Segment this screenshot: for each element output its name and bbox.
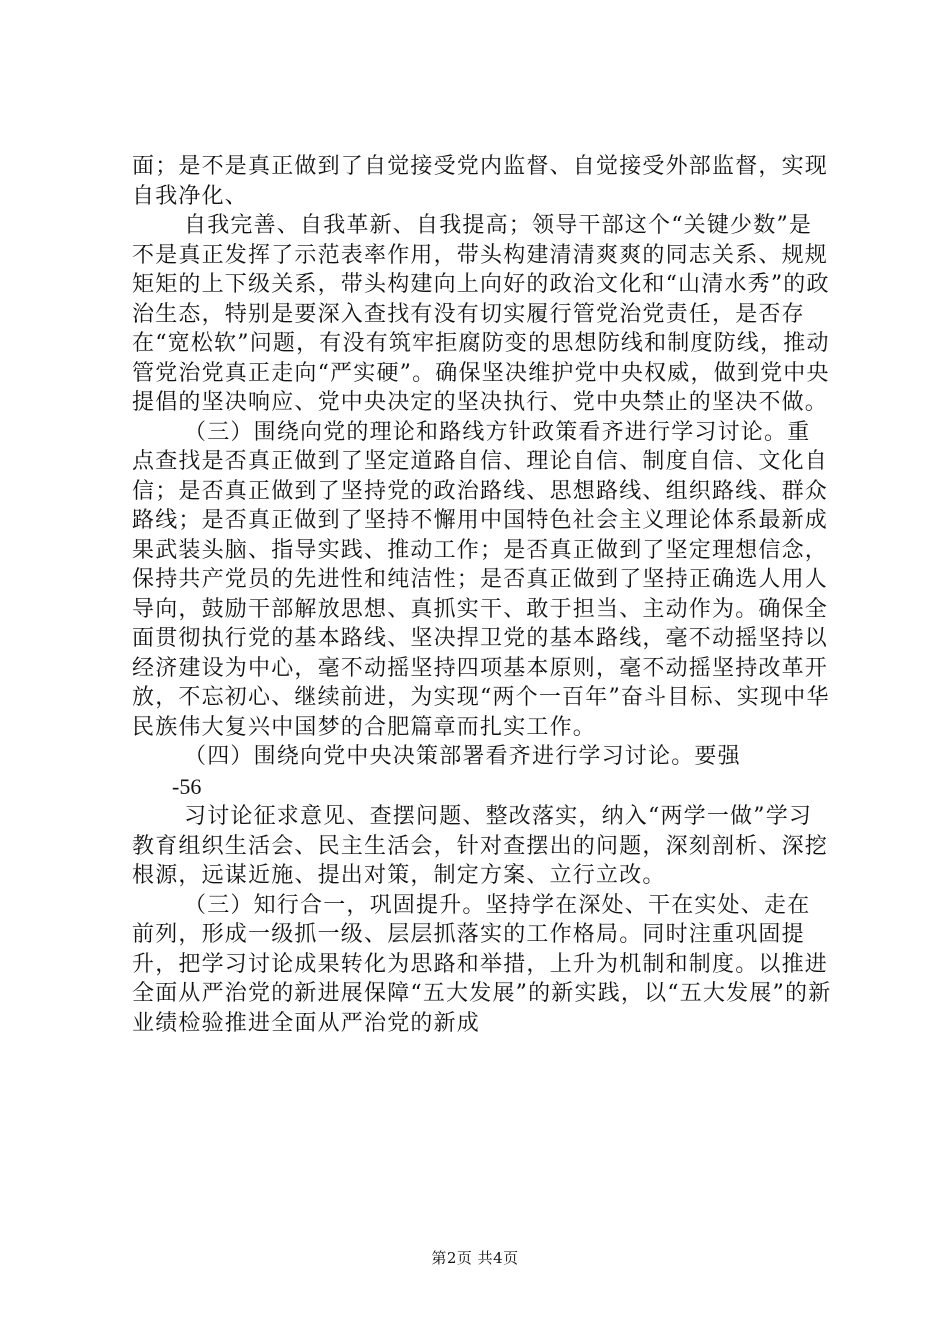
paragraph-2: 自我完善、自我革新、自我提高；领导干部这个“关键少数”是不是真正发挥了示范表率作用，带头构建清清爽爽的同志关系、规规矩矩的上下级关系，带头构建向上向好的政治文化和“山清水秀”的政治生态，特别是要深入查找有没有切实履行管党治党责任，是否存在“宽松软”问题，有没有筑牢拒腐防变的思想防线和制度防线，推动管党治党真正走向“严实硬”。确保坚决维护党中央权威，做到党中央提倡的坚决响应、党中央决定的坚决执行、党中央禁止的坚决不做。 [132, 213, 830, 415]
document-body [132, 152, 832, 1038]
paragraph-5: 习讨论征求意见、查摆问题、整改落实，纳入“两学一做”学习教育组织生活会、民主生活会，针对查摆出的问题，深刻剖析、深挖根源，远谋近施、提出对策，制定方案、立行立改。 [132, 804, 829, 888]
paragraph-6: （三）知行合一，巩固提升。坚持学在深处、干在实处、走在前列，形成一级抓一级、层层抓落实的工作格局。同时注重巩固提升，把学习讨论成果转化为思路和举措，上升为机制和制度。以推进全面从严治党的新进展保障“五大发展”的新实践，以“五大发展”的新业绩检验推进全面从严治党的新成 [132, 892, 832, 1036]
page-footer [0, 1247, 950, 1268]
paragraph-1: 面；是不是真正做到了自觉接受党内监督、自觉接受外部监督，实现自我净化、 [132, 154, 829, 209]
inline-page-marker [132, 772, 832, 803]
inline-page-number: -56 [172, 773, 202, 799]
paragraph-3: （三）围绕向党的理论和路线方针政策看齐进行学习讨论。重点查找是否真正做到了坚定道路自信、理论自信、制度自信、文化自信；是否真正做到了坚持党的政治路线、思想路线、组织路线、群众路线；是否真正做到了坚持不懈用中国特色社会主义理论体系最新成果武装头脑、指导实践、推动工作；是否真正做到了坚定理想信念，保持共产党员的先进性和纯洁性；是否真正做到了坚持正确选人用人导向，鼓励干部解放思想、真抓实干、敢于担当、主动作为。确保全面贯彻执行党的基本路线、坚决捍卫党的基本路线，毫不动摇坚持以经济建设为中心，毫不动摇坚持四项基本原则，毫不动摇坚持改革开放，不忘初心、继续前进，为实现“两个一百年”奋斗目标、实现中华民族伟大复兴中国梦的合肥篇章而扎实工作。 [132, 419, 830, 740]
page-number-label: 第2页 共4页 [431, 1249, 519, 1267]
paragraph-4: （四）围绕向党中央决策部署看齐进行学习讨论。要强 [184, 744, 741, 769]
